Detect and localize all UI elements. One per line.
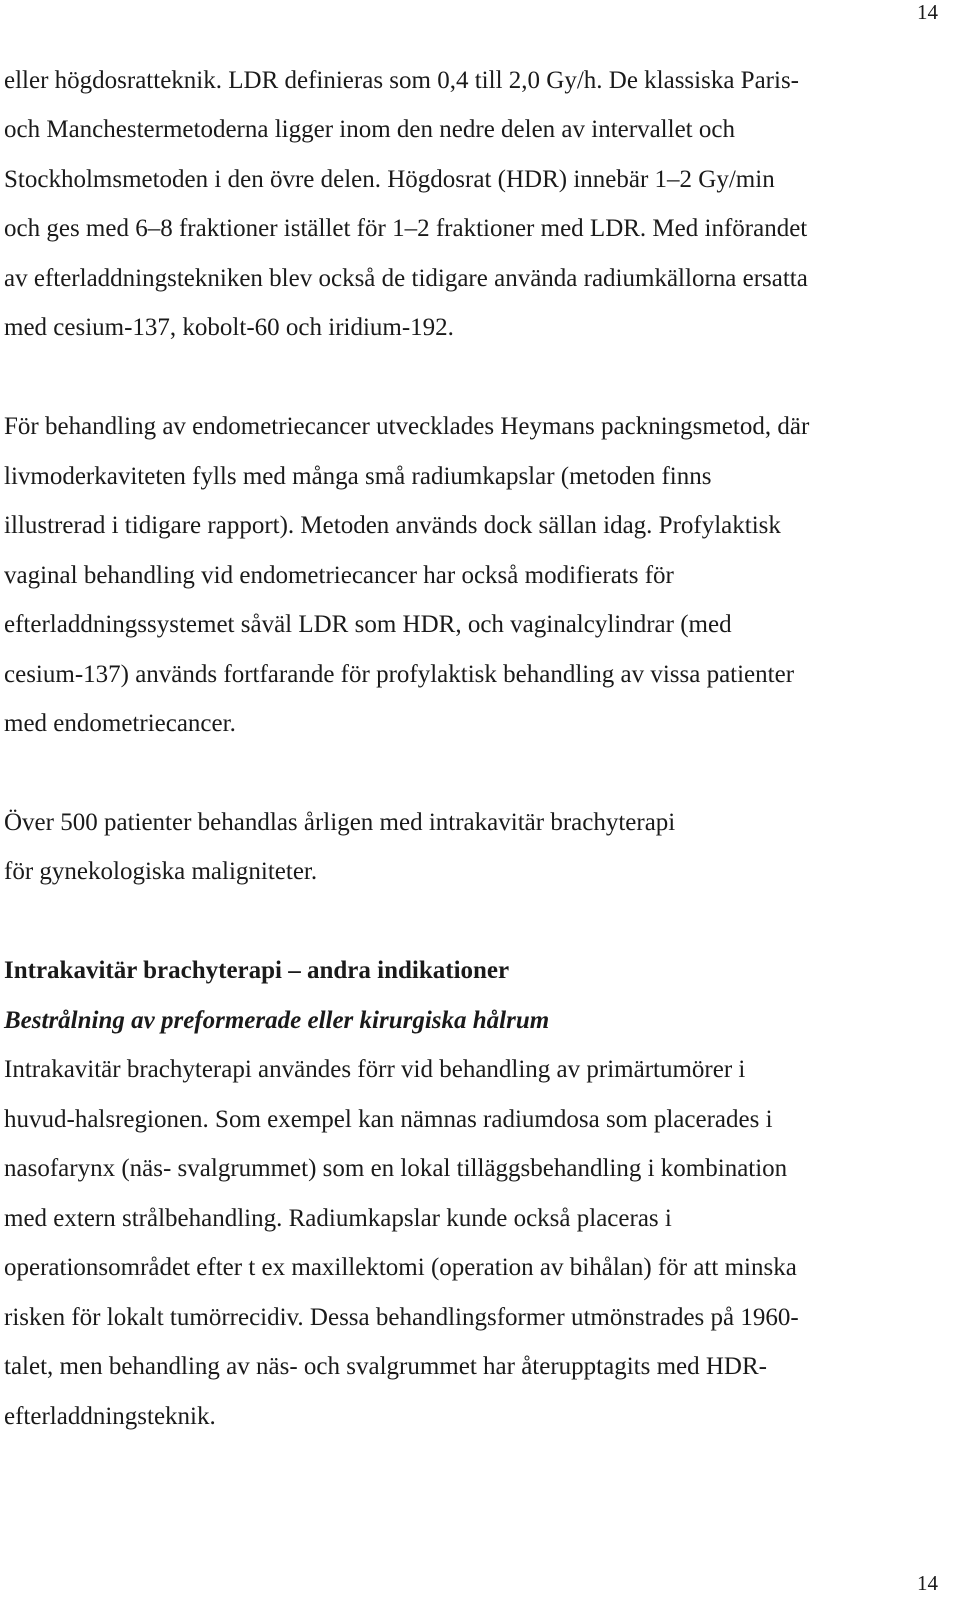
paragraph-2-line: livmoderkaviteten fylls med många små radiumkapslar (metoden finns — [4, 463, 712, 490]
paragraph-4-line: operationsområdet efter t ex maxillektomi (operation av bihålan) för att minska — [4, 1254, 797, 1281]
paragraph-4-line: huvud-halsregionen. Som exempel kan nämnas radiumdosa som placerades i — [4, 1106, 773, 1133]
paragraph-3-line: Över 500 patienter behandlas årligen med intrakavitär brachyterapi — [4, 809, 676, 836]
paragraph-2-line: med endometriecancer. — [4, 710, 236, 737]
paragraph-1-line: av efterladdningstekniken blev också de tidigare använda radiumkällorna ersatta — [4, 265, 808, 292]
paragraph-2-line: cesium-137) används fortfarande för profylaktisk behandling av vissa patienter — [4, 661, 795, 688]
paragraph-4-line: nasofarynx (näs- svalgrummet) som en lokal tilläggsbehandling i kombination — [4, 1155, 788, 1182]
paragraph-1-line: och Manchestermetoderna ligger inom den nedre delen av intervallet och — [4, 116, 735, 143]
section-heading: Intrakavitär brachyterapi – andra indikationer — [4, 957, 510, 984]
paragraph-4-line: talet, men behandling av näs- och svalgrummet har återupptagits med HDR- — [4, 1353, 767, 1380]
paragraph-4-line: efterladdningsteknik. — [4, 1403, 216, 1430]
page-number-top: 14 — [917, 0, 938, 24]
paragraph-2-line: För behandling av endometriecancer utvecklades Heymans packningsmetod, där — [4, 413, 810, 440]
paragraph-4-line: Intrakavitär brachyterapi användes förr vid behandling av primärtumörer i — [4, 1056, 746, 1083]
paragraph-3-line: för gynekologiska maligniteter. — [4, 858, 318, 885]
paragraph-2-line: illustrerad i tidigare rapport). Metoden används dock sällan idag. Profylaktisk — [4, 512, 781, 539]
paragraph-1-line: och ges med 6–8 fraktioner istället för 1–2 fraktioner med LDR. Med införandet — [4, 215, 808, 242]
paragraph-1-line: Stockholmsmetoden i den övre delen. Högdosrat (HDR) innebär 1–2 Gy/min — [4, 166, 775, 193]
page-number-bottom: 14 — [917, 1571, 938, 1595]
paragraph-2-line: efterladdningssystemet såväl LDR som HDR, och vaginalcylindrar (med — [4, 611, 732, 638]
paragraph-4-line: risken för lokalt tumörrecidiv. Dessa behandlingsformer utmönstrades på 1960- — [4, 1304, 799, 1331]
paragraph-2-line: vaginal behandling vid endometriecancer har också modifierats för — [4, 562, 674, 589]
paragraph-1-line: med cesium-137, kobolt-60 och iridium-192. — [4, 314, 454, 341]
section-subheading: Bestrålning av preformerade eller kirurgiska hålrum — [4, 1007, 550, 1034]
paragraph-1-line: eller högdosratteknik. LDR definieras som 0,4 till 2,0 Gy/h. De klassiska Paris- — [4, 67, 800, 94]
paragraph-4-line: med extern strålbehandling. Radiumkapslar kunde också placeras i — [4, 1205, 672, 1232]
